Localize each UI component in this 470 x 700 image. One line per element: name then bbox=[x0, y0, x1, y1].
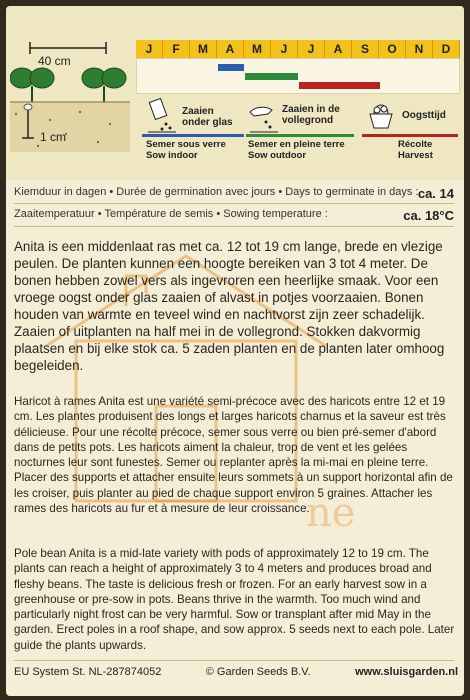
temperature-row bbox=[14, 208, 454, 223]
month-cell: A bbox=[217, 40, 244, 58]
month-cell: M bbox=[244, 40, 271, 58]
month-cell: D bbox=[433, 40, 460, 58]
description-french: Haricot à rames Anita est une variété semi-précoce avec des haricots entre 12 et 19 cm. Les plantes produisent des longs et larges haricots charnus et la saveur est très délicieuse. Pour une récolte précoce, semer sous verre ou bien pré-semer d'abord dans de petits pots. Les haricots aiment la chaleur, trop de vent et les gelées nocturnes leur sont funestes. Semer ou replanter après la mi-mai en pleine terre. Placer des supports et attacher ensuite leurs sommets à un support horizontal afin de les croiser, puis planter au pied de chaque support environ 5 graines. Attacher les rames des haricots au fur et à mesure de leur croissance. bbox=[14, 395, 453, 516]
divider bbox=[14, 660, 454, 661]
harvest-sub: Récolte Harvest bbox=[398, 139, 433, 161]
month-cell: A bbox=[325, 40, 352, 58]
description-dutch: Anita is een middenlaat ras met ca. 12 tot 19 cm lange, brede en vlezige peulen. De planten kunnen een hoogte bereiken van 3 tot 4 meter. De bonen hebben zowel vers als ingevroren een heerlijke smaak. Voor een vroege oogst onder glas zaaien of alvast in potjes voorzaaien. Bonen houden van warmte en teveel wind en nachtvorst zijn zeer schadelijk. Zaaien of uitplanten na half mei in de vollegrond. Stokken dakvormig plaatsen en bij elke stok ca. 5 zaden planten en de planten later omhoog begeleiden. bbox=[14, 239, 445, 373]
month-cell: O bbox=[379, 40, 406, 58]
month-row bbox=[136, 40, 460, 58]
sow-indoor-sub: Semer sous verre Sow indoor bbox=[146, 139, 226, 161]
sowing-calendar-grid bbox=[136, 58, 460, 94]
hand-sowing-icon bbox=[246, 98, 280, 134]
sow-indoor-bar bbox=[218, 64, 244, 71]
germination-value: ca. 14 bbox=[417, 186, 454, 201]
sow-outdoor-sub: Semer en pleine terre Sow outdoor bbox=[248, 139, 345, 161]
seedling-icon bbox=[82, 68, 126, 102]
month-cell: N bbox=[406, 40, 433, 58]
temperature-label: Zaaitemperatuur • Température de semis • Sowing temperature : bbox=[14, 208, 328, 220]
sow-indoor-legend-bar bbox=[142, 134, 244, 137]
month-cell: S bbox=[352, 40, 379, 58]
eu-system-label: EU System St. NL-287874052 bbox=[14, 666, 162, 678]
depth-label: 1 cm bbox=[40, 130, 67, 144]
month-cell: J bbox=[271, 40, 298, 58]
planting-diagram bbox=[10, 34, 130, 174]
harvest-bar bbox=[299, 82, 380, 89]
copyright-label: © Garden Seeds B.V. bbox=[205, 666, 311, 678]
harvest-legend-bar bbox=[362, 134, 458, 137]
sow-outdoor-legend-bar bbox=[246, 134, 354, 137]
month-cell: J bbox=[298, 40, 325, 58]
divider bbox=[14, 203, 454, 204]
footer bbox=[14, 666, 458, 678]
spacing-label: 40 cm bbox=[38, 54, 71, 68]
seed-packet-back bbox=[6, 6, 464, 696]
harvest-label: Oogsttijd bbox=[402, 110, 446, 121]
sow-indoor-label: Zaaien onder glas bbox=[182, 106, 233, 128]
germination-label: Kiemduur in dagen • Durée de germination avec jours • Days to germinate in days : bbox=[14, 186, 419, 198]
month-cell: M bbox=[190, 40, 217, 58]
sow-outdoor-bar bbox=[245, 73, 298, 80]
stamp-lettering: ne bbox=[306, 490, 356, 536]
description-english: Pole bean Anita is a mid-late variety with pods of approximately 12 to 19 cm. The plants can reach a height of approximately 3 to 4 meters and produces broad and fleshy beans. The taste is delicious fresh or frozen. For an early harvest sow in a greenhouse or pre-sow in pots. Beans thrive in the warmth. Too much wind and particularly night frost can be very harmful. Sow or transplant after mid May in the garden. Erect poles in a roof shape, and sow approx. 5 seeds next to each pole. Later guide the plants upwards. bbox=[14, 547, 455, 652]
harvest-basket-icon bbox=[364, 96, 398, 132]
divider bbox=[14, 226, 454, 227]
seedling-icon bbox=[10, 68, 54, 102]
website-link[interactable]: www.sluisgarden.nl bbox=[355, 666, 458, 678]
seed-packet-icon bbox=[144, 98, 178, 134]
month-cell: J bbox=[136, 40, 163, 58]
sow-outdoor-label: Zaaien in de vollegrond bbox=[282, 104, 340, 126]
temperature-value: ca. 18°C bbox=[403, 208, 454, 223]
germination-row bbox=[14, 186, 454, 201]
month-cell: F bbox=[163, 40, 190, 58]
